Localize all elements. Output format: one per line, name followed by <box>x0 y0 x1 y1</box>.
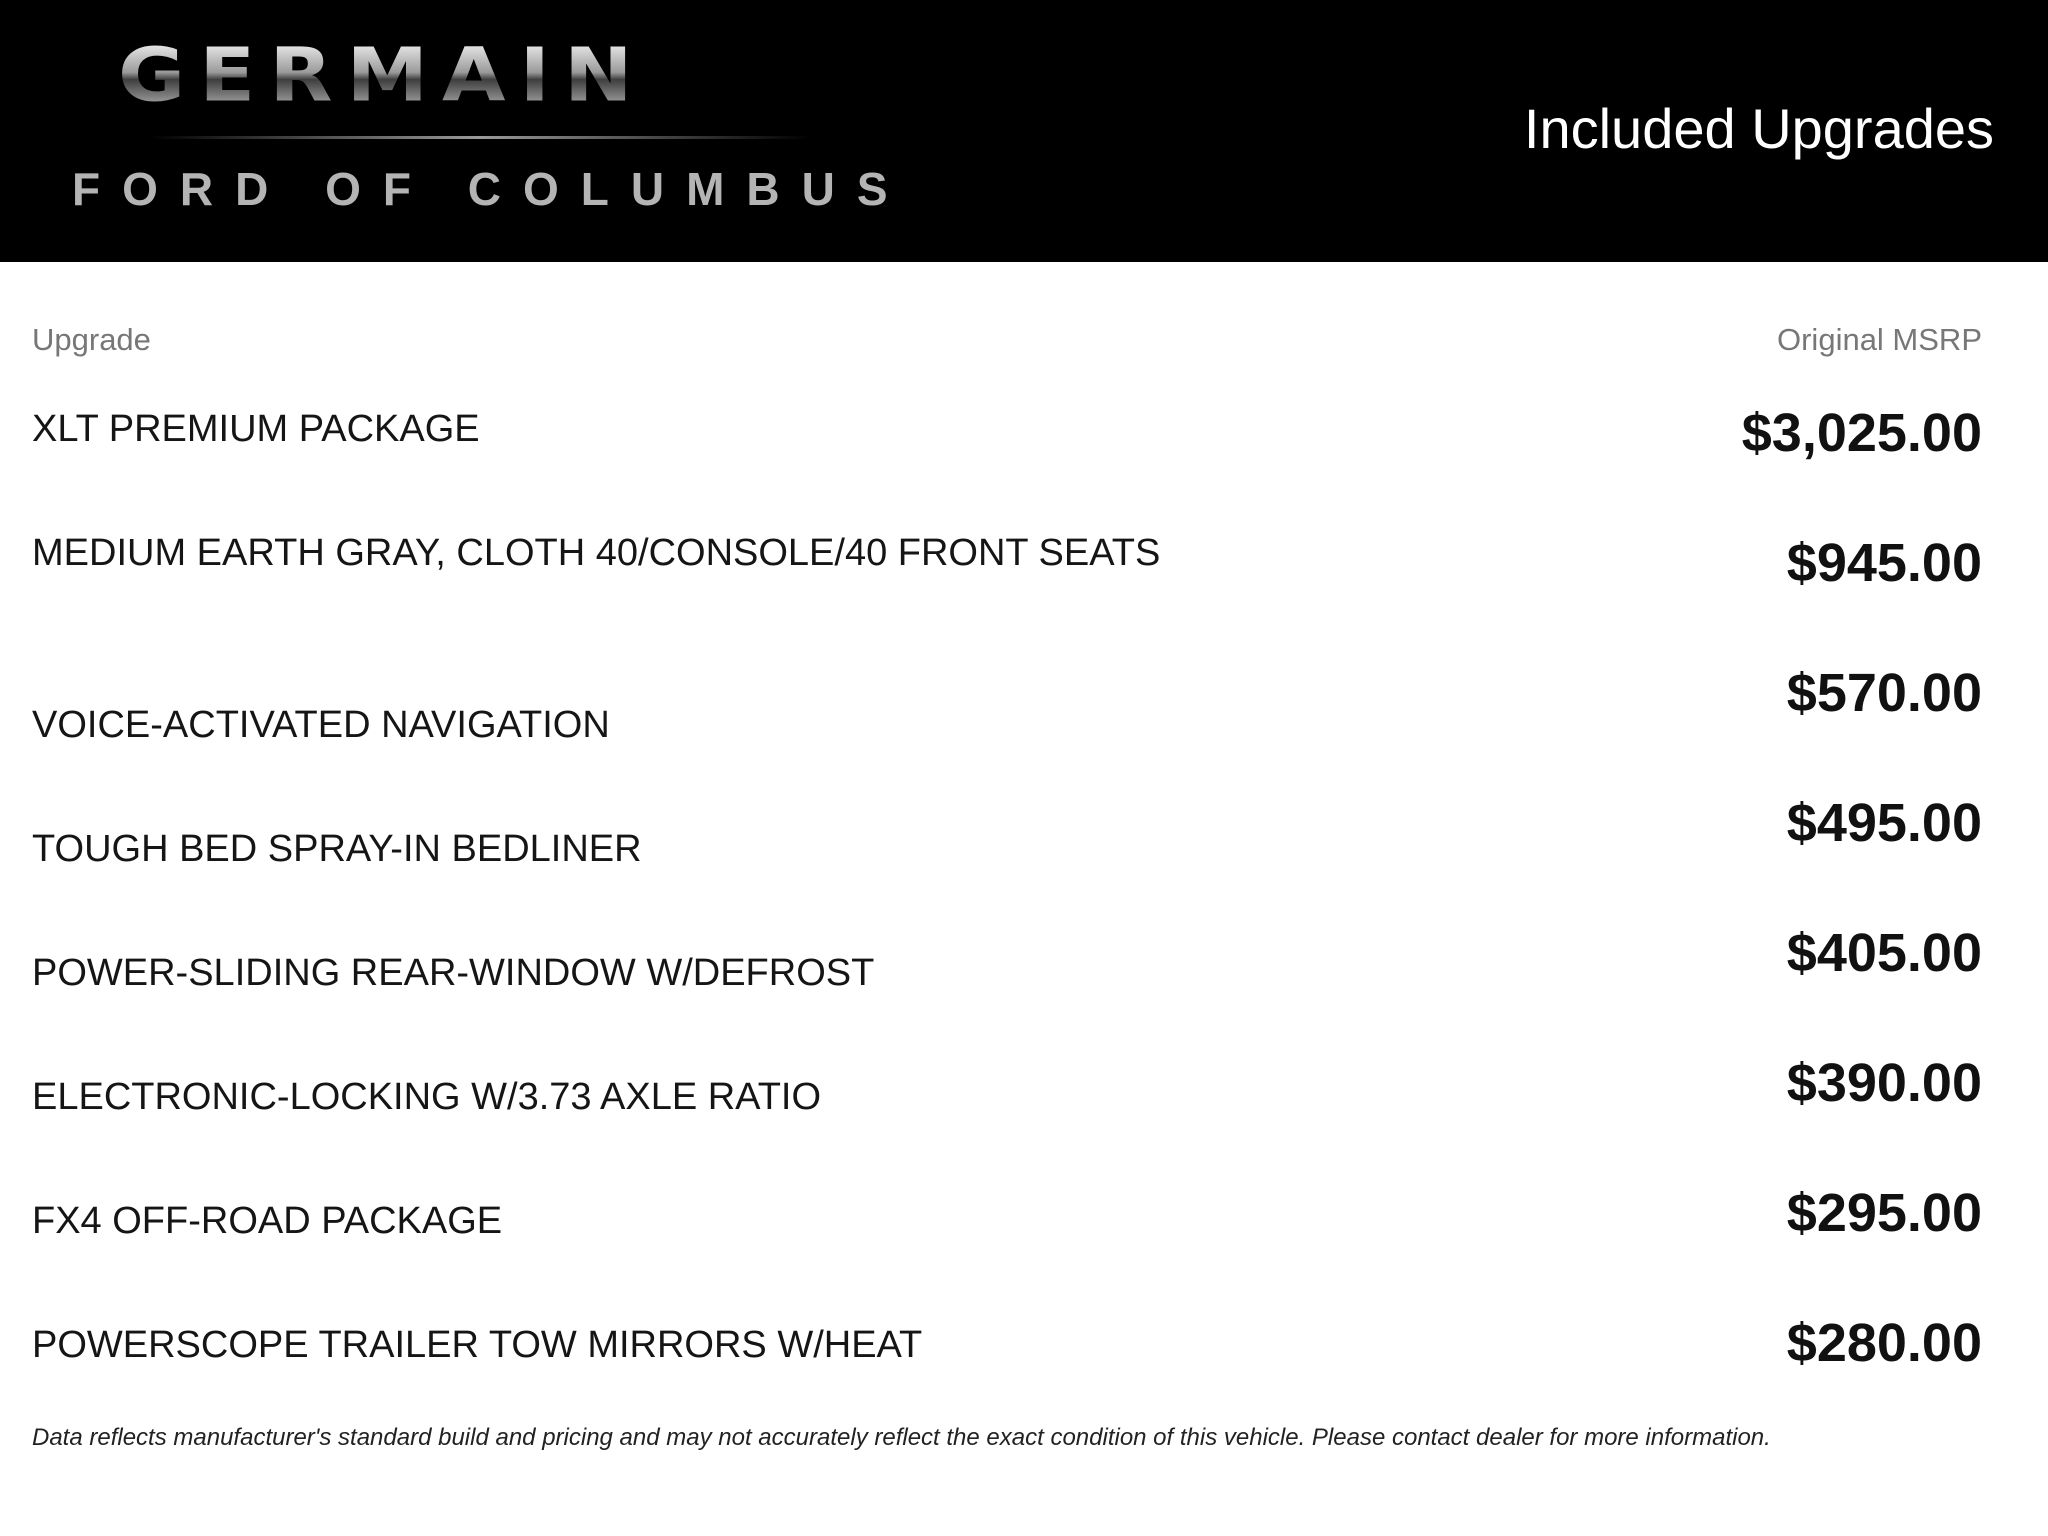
upgrade-name: VOICE-ACTIVATED NAVIGATION <box>32 704 610 746</box>
column-header-upgrade: Upgrade <box>32 322 151 357</box>
upgrade-price: $3,025.00 <box>1741 403 1982 463</box>
upgrade-price: $945.00 <box>1786 533 1982 593</box>
header-banner <box>0 0 2048 262</box>
upgrade-name: TOUGH BED SPRAY-IN BEDLINER <box>32 828 642 870</box>
upgrade-name: ELECTRONIC-LOCKING W/3.73 AXLE RATIO <box>32 1076 822 1118</box>
upgrade-price: $390.00 <box>1786 1053 1982 1113</box>
upgrade-name: MEDIUM EARTH GRAY, CLOTH 40/CONSOLE/40 FRONT SEATS <box>32 532 1161 574</box>
logo-divider <box>150 136 810 139</box>
upgrade-name: POWERSCOPE TRAILER TOW MIRRORS W/HEAT <box>32 1324 923 1366</box>
column-header-msrp: Original MSRP <box>1777 322 1982 357</box>
upgrade-price: $280.00 <box>1786 1313 1982 1373</box>
dealer-logo-subtitle: FORD OF COLUMBUS <box>72 163 910 215</box>
page-title: Included Upgrades <box>1523 97 1994 160</box>
dealer-logo-wordmark: GERMAIN <box>118 40 838 112</box>
upgrade-price: $495.00 <box>1786 793 1982 853</box>
pricing-disclaimer: Data reflects manufacturer's standard build and pricing and may not accurately reflect the exact condition of this vehicle. Please contact dealer for more information. <box>32 1424 1771 1451</box>
upgrade-price: $405.00 <box>1786 923 1982 983</box>
upgrade-name: FX4 OFF-ROAD PACKAGE <box>32 1200 503 1242</box>
upgrade-price: $570.00 <box>1786 663 1982 723</box>
upgrade-name: XLT PREMIUM PACKAGE <box>32 408 480 450</box>
upgrade-name: POWER-SLIDING REAR-WINDOW W/DEFROST <box>32 952 875 994</box>
upgrade-price: $295.00 <box>1786 1183 1982 1243</box>
